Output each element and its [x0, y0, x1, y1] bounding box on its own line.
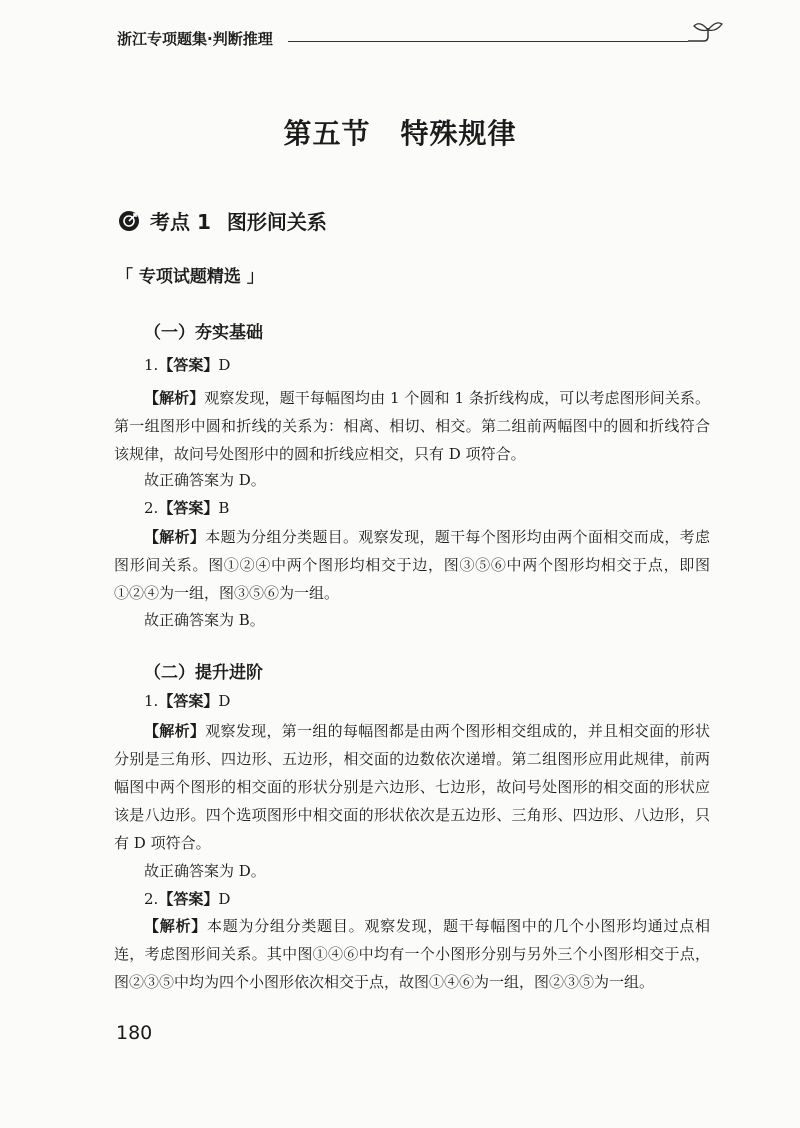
- question-number: 2.: [144, 890, 159, 908]
- analysis-paragraph: [114, 523, 710, 607]
- part-heading: （一）夯实基础: [144, 323, 263, 343]
- analysis-text: 观察发现，第一组的每幅图都是由两个图形相交组成的，并且相交面的形状分别是三角形、四边形、五边形，相交面的边数依次递增。第二组图形应用此规律，前两幅图中两个图形的相交面的形状分别是六边形、七边形，故问号处图形的相交面的形状应该是八边形。四个选项图形中相交面的形状依次是五边形、三角形、四边形、八边形，只有 D 项符合。: [114, 722, 710, 852]
- analysis-paragraph: [114, 384, 710, 468]
- kaodian-heading: [118, 206, 327, 235]
- answer-label: 【答案】: [158, 499, 219, 517]
- analysis-text: 本题为分组分类题目。观察发现，题干每幅图中的几个小图形均通过点相连，考虑图形间关系。其中图①④⑥中均有一个小图形分别与另外三个小图形相交于点，图②③⑤中均为四个小图形依次相交于点，故图①④⑥为一组，图②③⑤为一组。: [114, 917, 710, 991]
- answer-label: 【答案】: [158, 692, 219, 710]
- question-number: 1.: [144, 692, 159, 710]
- analysis-label: 【解析】: [144, 917, 207, 935]
- header-rule: [288, 41, 688, 42]
- target-icon: [118, 210, 140, 232]
- page-number: 180: [116, 1022, 153, 1044]
- question-number: 2.: [144, 499, 159, 517]
- answer-line: [144, 885, 230, 913]
- answer-label: 【答案】: [158, 890, 219, 908]
- running-header: 浙江专项题集·判断推理: [117, 30, 273, 48]
- answer-value: D: [218, 692, 231, 710]
- subsection-label: 「 专项试题精选 」: [116, 267, 264, 287]
- section-number: 第五节: [283, 117, 371, 150]
- analysis-label: 【解析】: [144, 528, 206, 546]
- analysis-text: 观察发现，题干每幅图均由 1 个圆和 1 条折线构成，可以考虑图形间关系。第一组图形中圆和折线的关系为：相离、相切、相交。第二组前两幅图中的圆和折线符合该规律，故问号处图形中的圆和折线应相交，只有 D 项符合。: [114, 389, 710, 463]
- part-heading: （二）提升进阶: [144, 663, 263, 683]
- analysis-label: 【解析】: [144, 389, 205, 407]
- answer-line: [144, 687, 230, 715]
- analysis-paragraph: [114, 912, 710, 996]
- answer-value: D: [218, 890, 231, 908]
- kaodian-title: 图形间关系: [226, 210, 327, 234]
- analysis-text: 本题为分组分类题目。观察发现，题干每个图形均由两个面相交而成，考虑图形间关系。图①②④中两个图形均相交于边，图③⑤⑥中两个图形均相交于点，即图①②④为一组，图③⑤⑥为一组。: [114, 528, 710, 602]
- sprout-icon: [686, 18, 726, 48]
- answer-line: [144, 494, 229, 522]
- conclusion: 故正确答案为 D。: [144, 471, 266, 489]
- section-title: [0, 112, 800, 152]
- analysis-paragraph: [114, 717, 710, 857]
- kaodian-label: 考点 1: [150, 210, 211, 234]
- answer-value: D: [218, 356, 231, 374]
- section-name: 特殊规律: [400, 117, 517, 150]
- conclusion: 故正确答案为 B。: [144, 611, 265, 629]
- analysis-label: 【解析】: [144, 722, 206, 740]
- answer-line: [144, 351, 230, 379]
- conclusion: 故正确答案为 D。: [144, 862, 266, 880]
- answer-value: B: [218, 499, 230, 517]
- answer-label: 【答案】: [158, 356, 219, 374]
- question-number: 1.: [144, 356, 159, 374]
